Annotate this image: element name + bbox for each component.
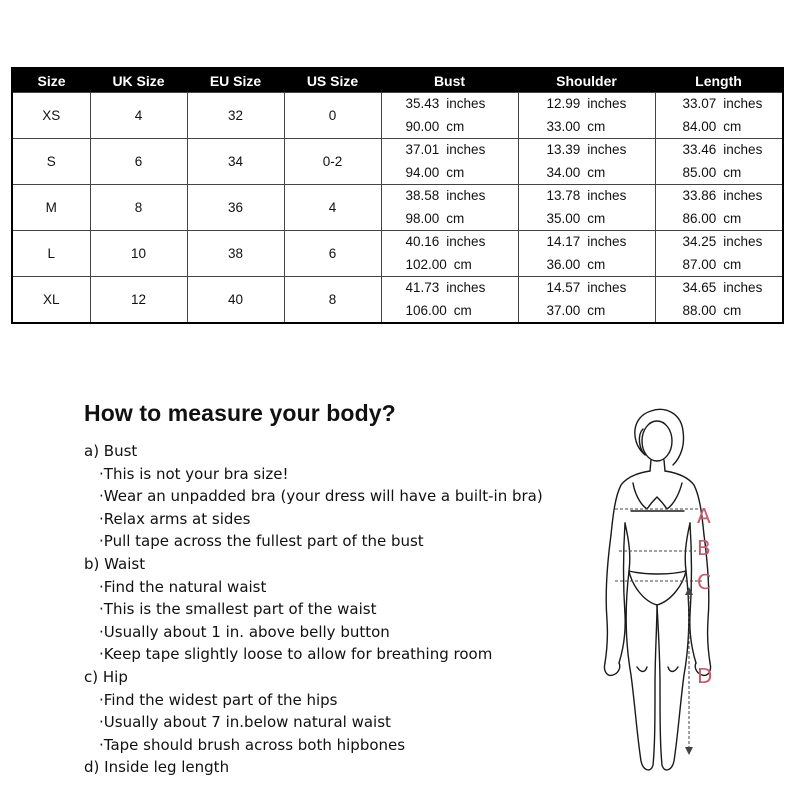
cell-bust <box>381 277 518 324</box>
tip-item <box>84 463 564 486</box>
unit-cm: cm <box>446 210 465 226</box>
unit-inches: inches <box>723 280 763 295</box>
tip-item <box>84 508 564 531</box>
shoulder-cm-value: 37.00 <box>546 302 581 318</box>
length-inches-value: 33.46 <box>682 142 717 157</box>
unit-inches: inches <box>587 280 627 295</box>
unit-cm: cm <box>723 118 742 134</box>
face-outline <box>642 421 672 461</box>
length-cm-value: 86.00 <box>682 210 717 226</box>
cell-length <box>655 185 783 231</box>
bust-inches-value: 40.16 <box>405 234 440 249</box>
unit-inches: inches <box>446 280 486 295</box>
unit-inches: inches <box>723 188 763 203</box>
header-shoulder: Shoulder <box>518 68 655 93</box>
unit-cm: cm <box>723 256 742 272</box>
bullet: · <box>99 713 104 732</box>
knee-marks <box>637 667 678 672</box>
label-a: A <box>697 504 711 528</box>
tip-item <box>84 621 564 644</box>
cell-size: XS <box>12 93 90 139</box>
table-row <box>12 185 783 231</box>
bust-cm-value: 102.00 <box>405 256 447 272</box>
section-inside-leg-heading: d) Inside leg length <box>84 758 230 777</box>
header-length: Length <box>655 68 783 93</box>
cell-bust <box>381 139 518 185</box>
arrow-down-icon <box>685 747 693 755</box>
tip-text: Usually about 7 in.below natural waist <box>103 713 391 732</box>
cell-length <box>655 231 783 277</box>
body-outline-illustration <box>585 405 765 785</box>
tip-text: Relax arms at sides <box>103 509 251 528</box>
tip-item <box>84 734 564 757</box>
cell-us-size: 0-2 <box>284 139 381 185</box>
length-cm-value: 87.00 <box>682 256 717 272</box>
cell-shoulder <box>518 277 655 324</box>
table-row <box>12 277 783 324</box>
bullet: · <box>99 509 104 528</box>
shoulder-inches-value: 14.17 <box>546 234 581 249</box>
tip-item <box>84 485 564 508</box>
bullet: · <box>99 464 104 483</box>
bullet: · <box>99 600 104 619</box>
tip-text: This is the smallest part of the waist <box>103 600 377 619</box>
length-cm-value: 85.00 <box>682 164 717 180</box>
measurement-guide <box>84 440 564 779</box>
unit-cm: cm <box>446 164 465 180</box>
unit-inches: inches <box>446 234 486 249</box>
table-row <box>12 93 783 139</box>
cell-eu-size: 32 <box>187 93 284 139</box>
shoulder-cm-value: 36.00 <box>546 256 581 272</box>
cell-shoulder <box>518 185 655 231</box>
table-body <box>12 93 783 324</box>
unit-inches: inches <box>723 142 763 157</box>
unit-cm: cm <box>587 164 606 180</box>
tip-text: This is not your bra size! <box>103 464 289 483</box>
table-header-row <box>12 68 783 93</box>
unit-cm: cm <box>723 210 742 226</box>
bust-cm-value: 98.00 <box>405 210 440 226</box>
cell-uk-size: 4 <box>90 93 187 139</box>
left-arm-inner <box>619 523 625 663</box>
section-hip-heading: c) Hip <box>84 667 128 686</box>
cell-size: M <box>12 185 90 231</box>
bullet: · <box>99 487 104 506</box>
shoulder-inches-value: 13.78 <box>546 188 581 203</box>
header-us-size: US Size <box>284 68 381 93</box>
unit-cm: cm <box>587 302 606 318</box>
header-size: Size <box>12 68 90 93</box>
cell-uk-size: 6 <box>90 139 187 185</box>
right-leg <box>657 571 689 770</box>
bullet: · <box>99 577 104 596</box>
cell-size: S <box>12 139 90 185</box>
tip-item <box>84 576 564 599</box>
cell-eu-size: 38 <box>187 231 284 277</box>
bust-inches-value: 35.43 <box>405 96 440 111</box>
label-b: B <box>697 536 711 560</box>
length-cm-value: 88.00 <box>682 302 717 318</box>
cell-length <box>655 93 783 139</box>
cell-uk-size: 8 <box>90 185 187 231</box>
bust-cm-value: 90.00 <box>405 118 440 134</box>
cell-shoulder <box>518 139 655 185</box>
cell-us-size: 0 <box>284 93 381 139</box>
unit-cm: cm <box>723 164 742 180</box>
bust-inches-value: 37.01 <box>405 142 440 157</box>
tip-item <box>84 598 564 621</box>
tip-text: Keep tape slightly loose to allow for breathing room <box>103 645 493 664</box>
left-leg <box>626 571 657 770</box>
bust-inches-value: 41.73 <box>405 280 440 295</box>
cell-eu-size: 34 <box>187 139 284 185</box>
tip-item <box>84 643 564 666</box>
bust-inches-value: 38.58 <box>405 188 440 203</box>
tip-text: Usually about 1 in. above belly button <box>103 622 390 641</box>
unit-cm: cm <box>453 256 472 272</box>
bra-cups <box>633 483 682 509</box>
tip-text: Find the widest part of the hips <box>103 690 338 709</box>
tip-item <box>84 689 564 712</box>
bust-cm-value: 106.00 <box>405 302 447 318</box>
header-bust: Bust <box>381 68 518 93</box>
unit-cm: cm <box>446 118 465 134</box>
bullet: · <box>99 622 104 641</box>
cell-bust <box>381 185 518 231</box>
body-outline <box>604 409 713 770</box>
unit-inches: inches <box>723 234 763 249</box>
unit-cm: cm <box>587 210 606 226</box>
unit-inches: inches <box>587 188 627 203</box>
cell-eu-size: 40 <box>187 277 284 324</box>
cell-us-size: 6 <box>284 231 381 277</box>
unit-inches: inches <box>723 96 763 111</box>
cell-size: L <box>12 231 90 277</box>
table-row <box>12 231 783 277</box>
left-arm <box>605 535 611 663</box>
bust-cm-value: 94.00 <box>405 164 440 180</box>
header-eu-size: EU Size <box>187 68 284 93</box>
unit-inches: inches <box>587 234 627 249</box>
unit-inches: inches <box>587 96 627 111</box>
unit-inches: inches <box>587 142 627 157</box>
bullet: · <box>99 735 104 754</box>
cell-eu-size: 36 <box>187 185 284 231</box>
bullet: · <box>99 690 104 709</box>
unit-inches: inches <box>446 188 486 203</box>
length-inches-value: 33.07 <box>682 96 717 111</box>
bullet: · <box>99 532 104 551</box>
length-inches-value: 34.25 <box>682 234 717 249</box>
shoulder-cm-value: 33.00 <box>546 118 581 134</box>
cell-bust <box>381 93 518 139</box>
length-inches-value: 33.86 <box>682 188 717 203</box>
section-bust-heading: a) Bust <box>84 442 138 460</box>
cell-shoulder <box>518 93 655 139</box>
cell-bust <box>381 231 518 277</box>
guide-title: How to measure your body? <box>84 400 396 426</box>
tip-text: Wear an unpadded bra (your dress will have a built-in bra) <box>103 487 543 506</box>
cell-length <box>655 277 783 324</box>
tip-text: Find the natural waist <box>103 577 267 596</box>
unit-cm: cm <box>587 118 606 134</box>
bullet: · <box>99 645 104 664</box>
cell-length <box>655 139 783 185</box>
briefs <box>629 571 686 605</box>
shoulder-inches-value: 12.99 <box>546 96 581 111</box>
waist-outline <box>625 523 690 571</box>
cell-us-size: 8 <box>284 277 381 324</box>
unit-inches: inches <box>446 142 486 157</box>
label-d: D <box>697 664 713 688</box>
unit-cm: cm <box>587 256 606 272</box>
shoulder-cm-value: 34.00 <box>546 164 581 180</box>
tip-item <box>84 711 564 734</box>
body-measurement-figure <box>585 405 765 785</box>
shoulder-cm-value: 35.00 <box>546 210 581 226</box>
left-hand <box>604 663 619 675</box>
cell-uk-size: 10 <box>90 231 187 277</box>
unit-cm: cm <box>453 302 472 318</box>
unit-cm: cm <box>723 302 742 318</box>
header-uk-size: UK Size <box>90 68 187 93</box>
cell-us-size: 4 <box>284 185 381 231</box>
cell-uk-size: 12 <box>90 277 187 324</box>
unit-inches: inches <box>446 96 486 111</box>
length-inches-value: 34.65 <box>682 280 717 295</box>
label-c: C <box>697 570 711 594</box>
table-row <box>12 139 783 185</box>
tip-item <box>84 530 564 553</box>
shoulder-inches-value: 14.57 <box>546 280 581 295</box>
size-chart-table <box>11 67 784 324</box>
length-cm-value: 84.00 <box>682 118 717 134</box>
cell-size: XL <box>12 277 90 324</box>
left-shoulder <box>611 471 650 535</box>
cell-shoulder <box>518 231 655 277</box>
tip-text: Pull tape across the fullest part of the bust <box>103 532 424 551</box>
shoulder-inches-value: 13.39 <box>546 142 581 157</box>
section-waist-heading: b) Waist <box>84 554 146 573</box>
tip-text: Tape should brush across both hipbones <box>103 735 406 754</box>
